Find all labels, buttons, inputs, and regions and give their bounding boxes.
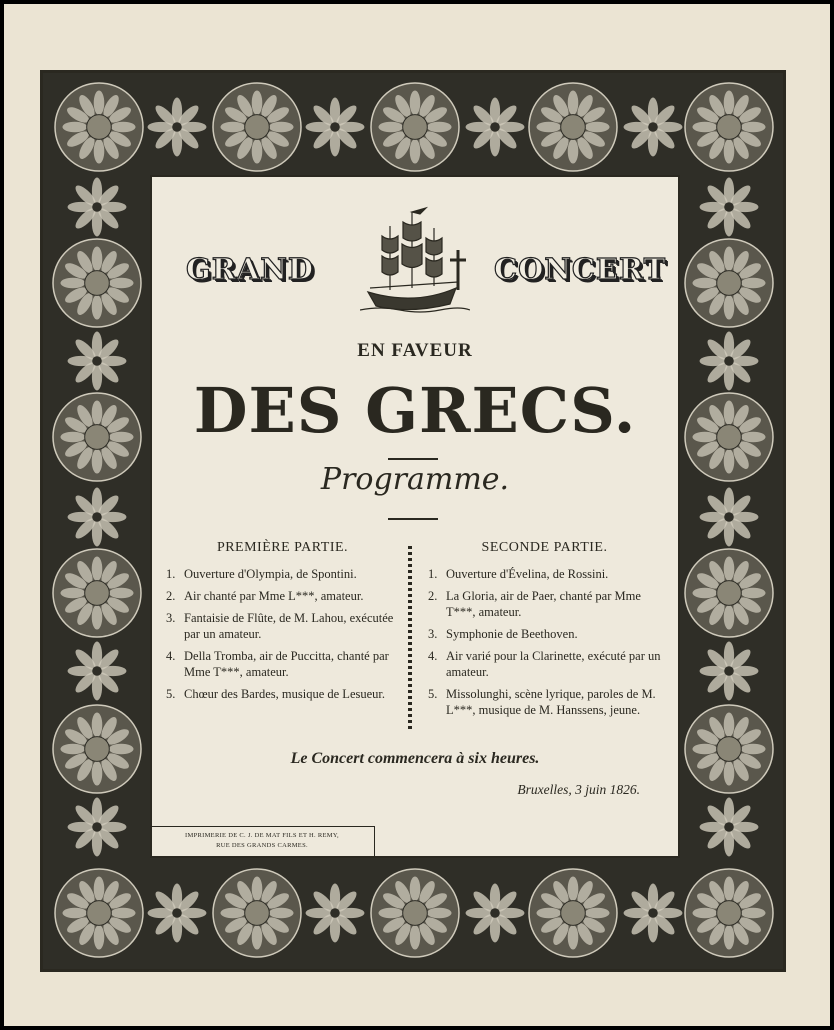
palmette-ornament-icon [700,488,759,547]
palmette-ornament-icon [624,884,683,943]
concert-heading: CONCERT [494,252,667,286]
programme-item: 2. La Gloria, air de Paer, chanté par Mme T***, amateur. [428,589,641,619]
palmette-ornament-icon [68,178,127,237]
premiere-partie-column [160,540,405,708]
rosette-medallion-icon [213,869,301,957]
part-title: SECONDE PARTIE. [481,540,608,555]
sailing-ship-with-cross-icon [360,206,470,318]
part-title: PREMIÈRE PARTIE. [216,540,349,555]
rosette-medallion-icon [213,83,301,171]
programme-item: 1. Ouverture d'Évelina, de Rossini. [428,567,609,581]
start-time-notice: Le Concert commencera à six heures. [290,750,540,767]
column-divider [408,546,412,732]
palmette-ornament-icon [466,98,525,157]
palmette-ornament-icon [68,798,127,857]
rosette-medallion-icon [53,393,141,481]
programme-item: 2. Air chanté par Mme L***, amateur. [166,589,364,603]
rosette-medallion-icon [685,869,773,957]
palmette-ornament-icon [700,178,759,237]
rosette-medallion-icon [685,705,773,793]
rosette-medallion-icon [685,239,773,327]
rosette-medallion-icon [55,83,143,171]
programme-item: 3. Symphonie de Beethoven. [428,627,578,641]
divider-rule-top [388,458,438,460]
programme-item: 5. Missolunghi, scène lyrique, paroles de M. L***, musique de M. Hanssens, jeune. [428,687,656,717]
rosette-medallion-icon [529,83,617,171]
rosette-medallion-icon [53,239,141,327]
en-faveur-heading: EN FAVEUR [357,340,473,361]
programme-heading: Programme. [320,462,510,497]
palmette-ornament-icon [68,488,127,547]
divider-rule-bottom [388,518,438,520]
palmette-ornament-icon [624,98,683,157]
programme-item: 1. Ouverture d'Olympia, de Spontini. [166,567,357,581]
rosette-medallion-icon [55,869,143,957]
rosette-medallion-icon [53,705,141,793]
rosette-medallion-icon [371,83,459,171]
imprint-line: IMPRIMERIE DE C. J. DE MAT FILS ET H. REMY, [185,832,339,839]
grand-heading: GRAND [186,252,315,286]
rosette-medallion-icon [685,549,773,637]
rosette-medallion-icon [685,83,773,171]
palmette-ornament-icon [68,332,127,391]
palmette-ornament-icon [68,642,127,701]
printer-imprint [150,826,375,858]
rosette-medallion-icon [529,869,617,957]
des-grecs-title: DES GRECS. [193,374,637,447]
rosette-medallion-icon [685,393,773,481]
programme-item: 4. Della Tromba, air de Puccitta, chanté par Mme T***, amateur. [166,649,389,679]
programme-item: 4. Air varié pour la Clarinette, exécuté par un amateur. [428,649,661,679]
palmette-ornament-icon [148,98,207,157]
imprint-line: RUE DES GRANDS CARMES. [216,842,308,849]
rosette-medallion-icon [371,869,459,957]
palmette-ornament-icon [466,884,525,943]
seconde-partie-column [422,540,667,724]
palmette-ornament-icon [700,642,759,701]
palmette-ornament-icon [700,798,759,857]
palmette-ornament-icon [700,332,759,391]
palmette-ornament-icon [148,884,207,943]
rosette-medallion-icon [53,549,141,637]
palmette-ornament-icon [306,884,365,943]
programme-item: 3. Fantaisie de Flûte, de M. Lahou, exécutée par un amateur. [166,611,394,641]
palmette-ornament-icon [306,98,365,157]
dateline: Bruxelles, 3 juin 1826. [517,782,640,797]
programme-item: 5. Chœur des Bardes, musique de Lesueur. [166,687,386,701]
